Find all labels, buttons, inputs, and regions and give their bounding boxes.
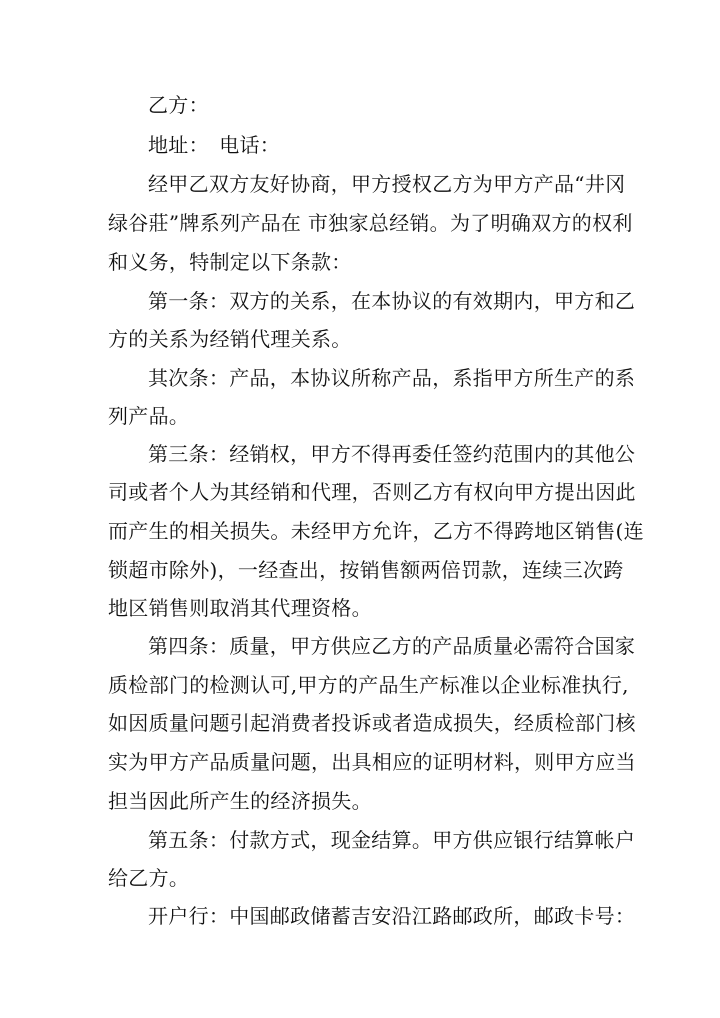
article-3-line-5: 地区销售则取消其代理资格。 <box>108 596 372 620</box>
article-1-line-2: 方的关系为经销代理关系。 <box>108 327 352 351</box>
article-3-line-1: 第三条：经销权，甲方不得再委任签约范围内的其他公 <box>148 442 636 466</box>
article-1-line-1: 第一条：双方的关系，在本协议的有效期内，甲方和乙 <box>148 289 636 313</box>
party-b-line: 乙方： <box>148 93 209 117</box>
address-phone-line: 地址： 电话： <box>148 133 281 157</box>
bank-account-line: 开户行：中国邮政储蓄吉安沿江路邮政所，邮政卡号： <box>148 904 636 928</box>
intro-line-2: 绿谷莊”牌系列产品在 市独家总经销。为了明确双方的权利 <box>108 211 633 235</box>
article-4-line-4: 实为甲方产品质量问题，出具相应的证明材料，则甲方应当 <box>108 750 636 774</box>
article-4-line-5: 担当因此所产生的经济损失。 <box>108 789 372 813</box>
article-2-line-2: 列产品。 <box>108 404 190 428</box>
intro-line-1: 经甲乙双方友好协商，甲方授权乙方为甲方产品“井冈 <box>148 172 626 196</box>
article-5-line-2: 给乙方。 <box>108 866 190 890</box>
article-3-line-3: 而产生的相关损失。未经甲方允许，乙方不得跨地区销售(连 <box>108 519 644 543</box>
article-3-line-2: 司或者个人为其经销和代理，否则乙方有权向甲方提出因此 <box>108 480 636 504</box>
article-4-line-2: 质检部门的检测认可,甲方的产品生产标准以企业标准执行, <box>108 673 629 697</box>
article-3-line-4: 锁超市除外)，一经查出，按销售额两倍罚款，连续三次跨 <box>108 558 624 582</box>
article-2-line-1: 其次条：产品，本协议所称产品，系指甲方所生产的系 <box>148 366 636 390</box>
article-4-line-1: 第四条：质量，甲方供应乙方的产品质量必需符合国家 <box>148 634 636 658</box>
article-4-line-3: 如因质量问题引起消费者投诉或者造成损失，经质检部门核 <box>108 711 636 735</box>
article-5-line-1: 第五条：付款方式，现金结算。甲方供应银行结算帐户 <box>148 828 636 852</box>
intro-line-3: 和义务，特制定以下条款： <box>108 250 352 274</box>
